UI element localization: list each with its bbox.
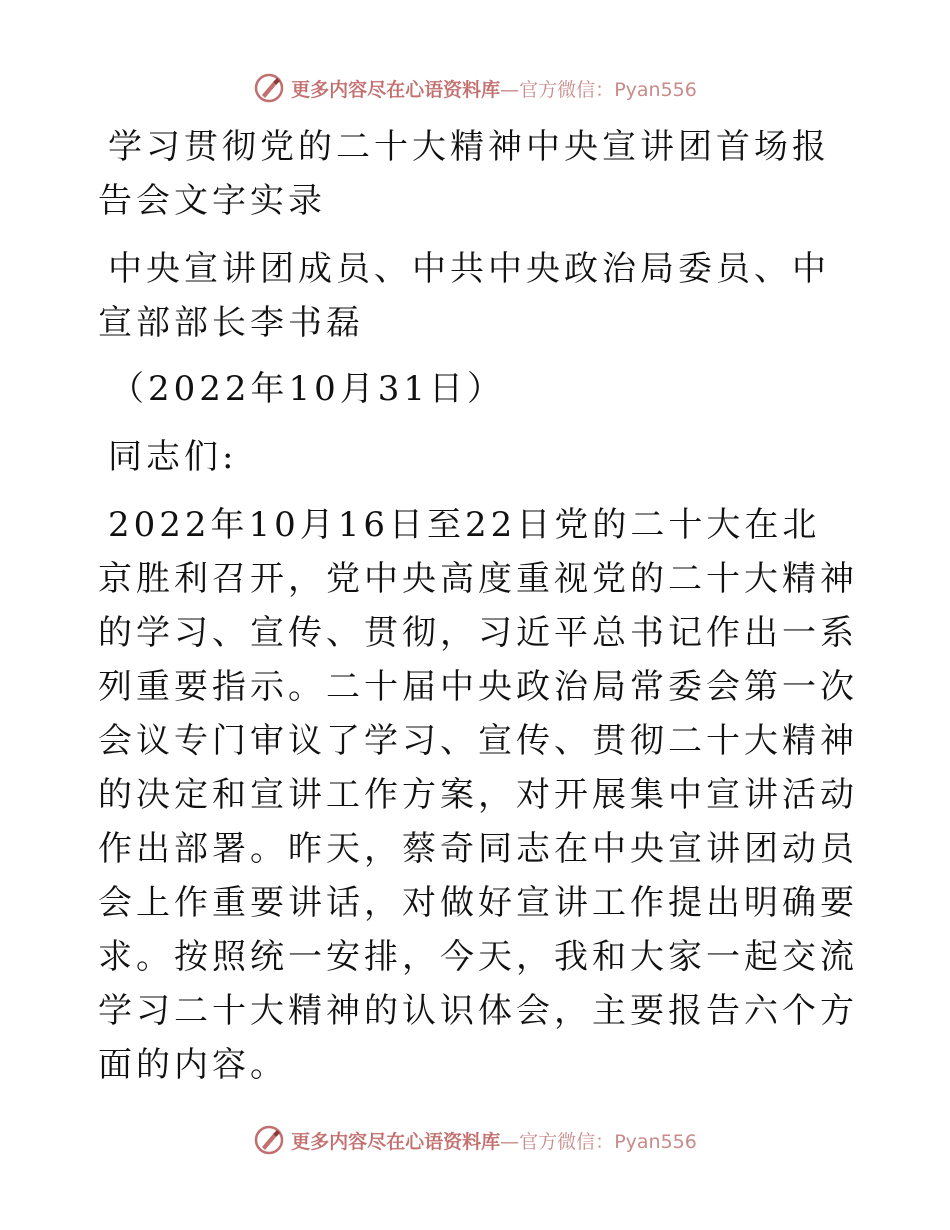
header-watermark <box>0 72 950 104</box>
watermark-wechat-id: Pyan556 <box>614 1130 697 1153</box>
watermark-brand: 更多内容尽在心语资料库 <box>291 1130 501 1153</box>
watermark-brand: 更多内容尽在心语资料库 <box>291 78 501 101</box>
document-paragraph: 2022年10月16日至22日党的二十大在北京胜利召开，党中央高度重视党的二十大精神的学习、宣传、贯彻，习近平总书记作出一系列重要指示。二十届中央政治局常委会第一次会议专门审议了学习、宣传、贯彻二十大精神的决定和宣讲工作方案，对开展集中宣讲活动作出部署。昨天，蔡奇同志在中央宣讲团动员会上作重要讲话，对做好宣讲工作提出明确要求。按照统一安排，今天，我和大家一起交流学习二十大精神的认识体会，主要报告六个方面的内容。 <box>98 505 858 1085</box>
pen-circle-icon <box>253 72 285 104</box>
watermark-text <box>291 75 697 102</box>
watermark-text <box>291 1127 697 1154</box>
document-body <box>98 120 858 1092</box>
watermark-dash: — <box>500 78 520 101</box>
document-greeting: 同志们: <box>108 437 238 477</box>
document-author: 中央宣讲团成员、中共中央政治局委员、中宣部部长李书磊 <box>98 249 830 343</box>
watermark-wechat-label: 官方微信： <box>519 1130 615 1153</box>
pen-circle-icon <box>253 1124 285 1156</box>
document-title: 学习贯彻党的二十大精神中央宣讲团首场报告会文字实录 <box>98 127 830 221</box>
watermark-wechat-id: Pyan556 <box>614 78 697 101</box>
watermark-wechat-label: 官方微信： <box>519 78 615 101</box>
watermark-dash: — <box>500 1130 520 1153</box>
document-date: （2022年10月31日） <box>110 369 506 409</box>
footer-watermark <box>0 1124 950 1156</box>
